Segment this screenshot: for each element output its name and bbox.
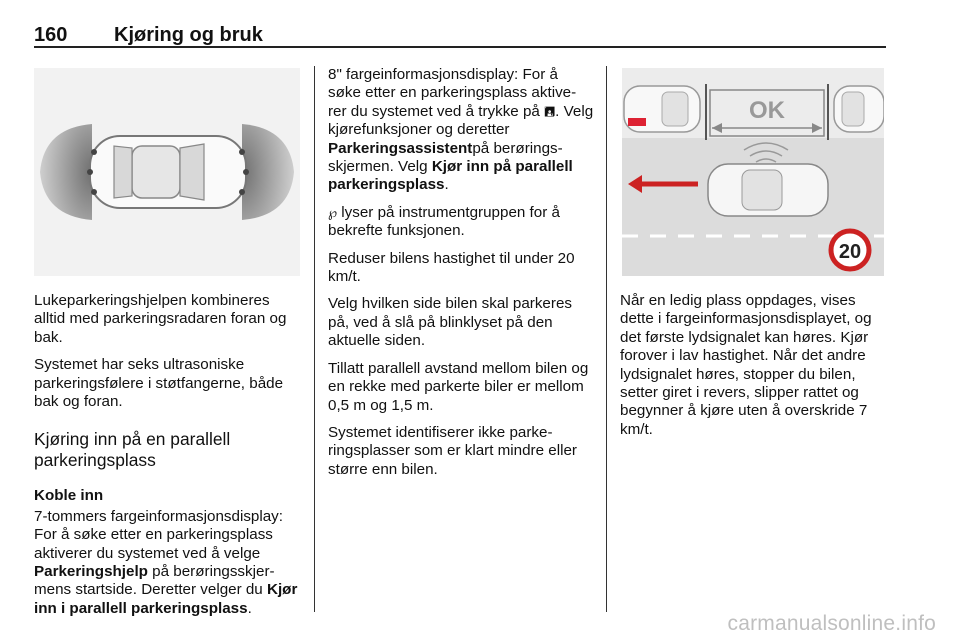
distance-paragraph: Tillatt parallell avstand mellom bilen og en rekke med parkerte biler er mellom 0,5 m og 1,5 m.: [328, 359, 589, 414]
front-sensor-field: [242, 124, 294, 220]
column-divider: [606, 66, 607, 612]
sensor-coverage-figure: [34, 68, 300, 276]
sensors-paragraph: Systemet har seks ultrasoniske parkeringsfølere i støtfangerne, både bak og foran.: [34, 356, 284, 411]
rear-sensor-field: [40, 124, 92, 220]
indicator-paragraph: ℘ lyser på instrumentgruppen for å bekrefte funksjonen.: [328, 203, 560, 240]
subheading: Koble inn: [34, 487, 104, 505]
parking-detected-illustration: [622, 68, 884, 276]
section-heading: Kjøring inn på en parallell parkeringsplass: [34, 429, 231, 471]
column-divider: [314, 66, 315, 612]
page-number: 160: [34, 24, 68, 46]
parking-assist-icon: 🖪: [544, 103, 556, 119]
column-2: [328, 66, 594, 488]
activation-7inch-paragraph: 7-tommers fargeinformasjonsdisplay: For å søke etter en parkeringsplass aktiverer du systemet ved å velge Parkeringshjelp på berøringsskjer-mens startside. Deretter velger du Kjør inn i parallell parkeringsplass.: [34, 507, 298, 617]
size-paragraph: Systemet identifiserer ikke parke-ringsplasser som er klart mindre eller større enn bilen.: [328, 423, 577, 478]
header-rule: [34, 46, 886, 48]
car-roof: [132, 146, 180, 198]
parking-detected-figure: [622, 68, 884, 276]
column-3: [620, 292, 886, 448]
intro-paragraph: Lukeparkeringshjelpen kombineres alltid med parkeringsradaren foran og bak.: [34, 292, 287, 346]
speed-limit-label: 20: [838, 241, 862, 263]
parking-indicator-icon: ℘: [328, 204, 338, 220]
side-paragraph: Velg hvilken side bilen skal parkeres på, ved å slå på blinklyset på den aktuelle siden.: [328, 295, 572, 350]
section-title: Kjøring og bruk: [114, 24, 263, 46]
speed-paragraph: Reduser bilens hastighet til under 20 km/t.: [328, 249, 575, 286]
car-sensors-illustration: [34, 68, 300, 276]
watermark: carmanualsonline.info: [727, 612, 936, 635]
activation-8inch-paragraph: 8" fargeinformasjonsdisplay: For å søke etter en parkeringsplass aktive-rer du systemet ved å trykke på 🖪. Velg kjørefunksjoner og deretter Parkeringsassistentpå berørings-skjermen. Velg Kjør inn på parallell parkeringsplass.: [328, 66, 594, 194]
page-header: [34, 10, 886, 50]
ok-label: OK: [749, 97, 785, 124]
column-1: [34, 292, 302, 627]
detected-paragraph: Når en ledig plass oppdages, vises dette i fargeinformasjonsdisplayet, og det første lydsignalet kan høres. Kjør forover i lav hastighet. Når det andre lydsignalet høres, stopper du bilen, setter giret i revers, slipper rattet og begynner å kjøre uten å overskride 7 km/t.: [620, 292, 872, 438]
